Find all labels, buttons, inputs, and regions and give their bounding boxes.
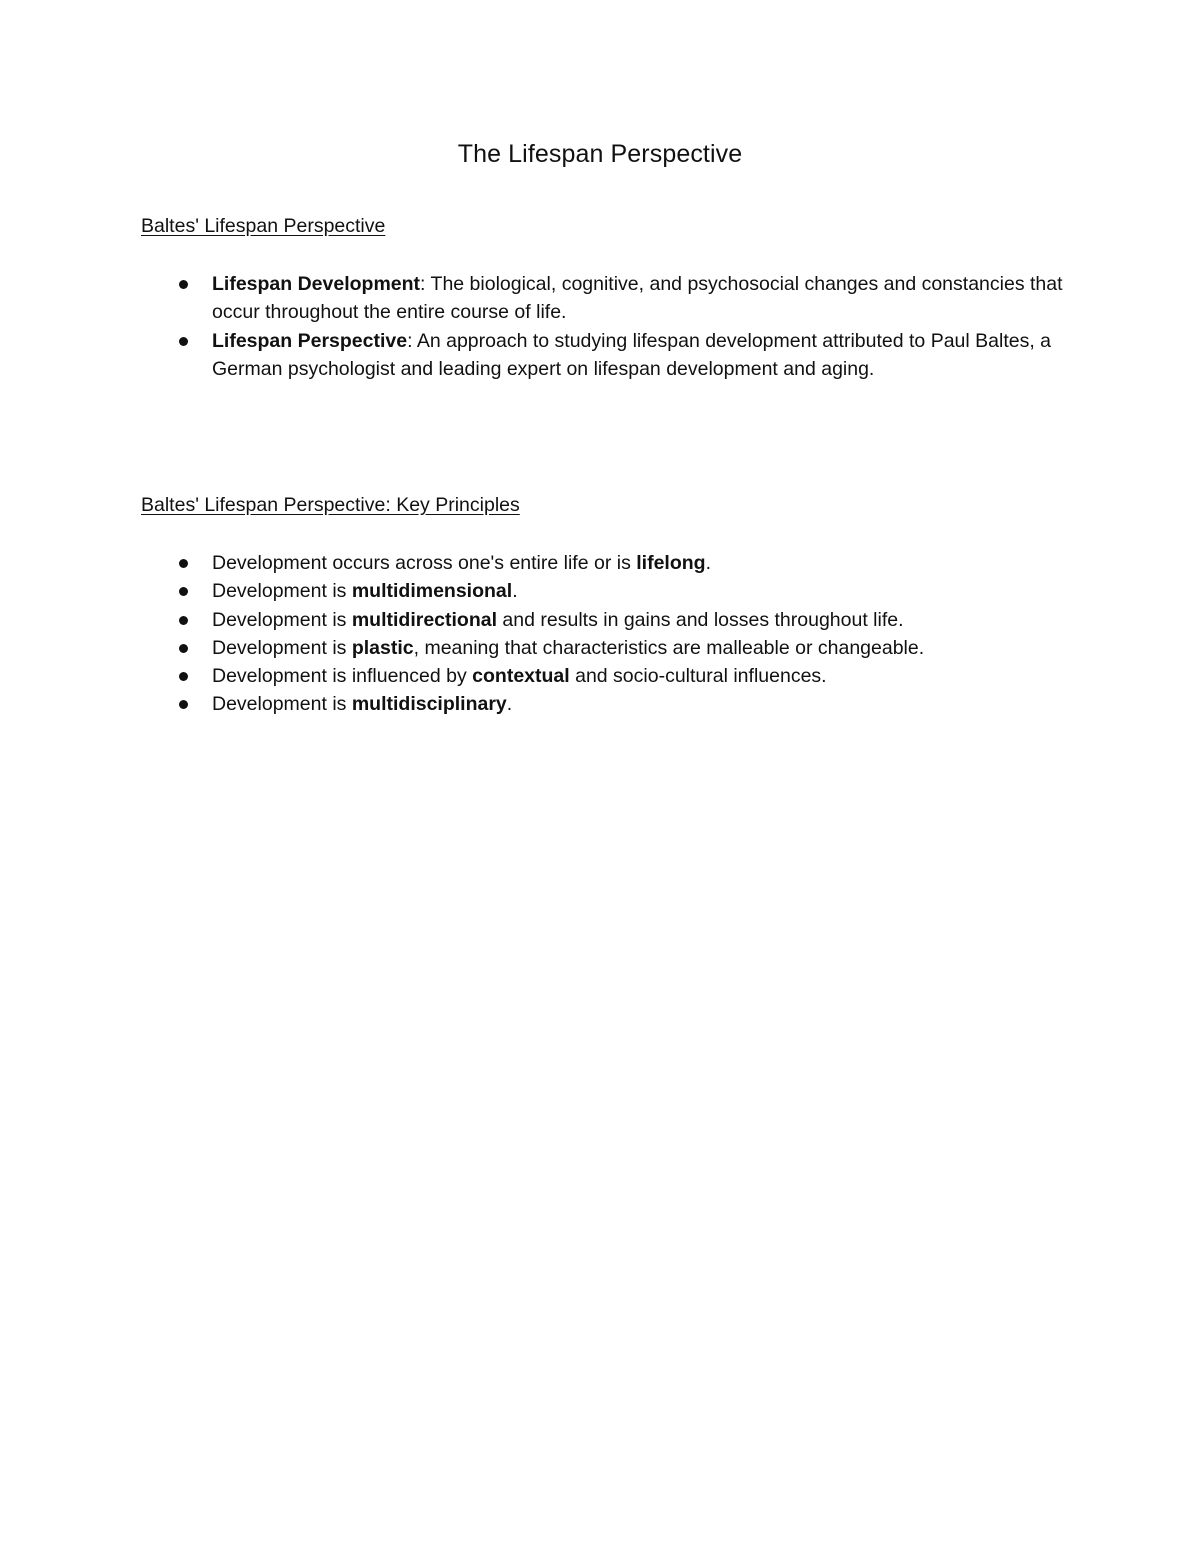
bullet-icon — [179, 644, 188, 653]
item-suffix: , meaning that characteristics are malleable or changeable. — [413, 636, 925, 659]
item-prefix: Development occurs across one's entire life or is — [212, 552, 637, 574]
item-prefix: Development is — [212, 693, 352, 716]
item-suffix: and results in gains and losses throughout life. — [497, 608, 904, 631]
list-item — [176, 270, 1076, 327]
item-suffix: and socio-cultural influences. — [569, 665, 827, 688]
list-item — [176, 549, 1076, 577]
item-suffix: : An approach to studying lifespan development attributed to Paul Baltes, a German psychologist and leading expert on lifespan development and aging. — [212, 329, 1052, 380]
item-suffix: : The biological, cognitive, and psychosocial changes and constancies that occur throughout the entire course of life. — [212, 273, 1063, 324]
item-suffix: . — [506, 693, 513, 716]
item-term: Lifespan Development — [212, 273, 421, 295]
bullet-icon — [179, 700, 188, 709]
principles-list — [176, 549, 1076, 719]
list-item — [176, 606, 1076, 634]
bullet-icon — [179, 337, 188, 346]
item-term: Lifespan Perspective — [212, 329, 408, 352]
item-prefix: Development is — [212, 608, 352, 631]
item-suffix: . — [705, 552, 711, 574]
item-term: contextual — [472, 665, 570, 688]
item-term: multidisciplinary — [351, 693, 507, 716]
item-term: plastic — [351, 636, 414, 659]
item-term: lifelong — [636, 552, 706, 574]
section-heading-key-principles: Baltes' Lifespan Perspective: Key Principles — [141, 494, 520, 516]
list-item — [176, 662, 1076, 690]
list-item — [176, 577, 1076, 605]
bullet-icon — [179, 280, 188, 289]
section-heading-definitions: Baltes' Lifespan Perspective — [141, 215, 386, 237]
list-item — [176, 690, 1076, 718]
list-item — [176, 634, 1076, 662]
item-term: multidimensional — [351, 580, 513, 603]
item-prefix: Development is — [212, 580, 352, 603]
bullet-icon — [179, 616, 188, 625]
item-term: multidirectional — [351, 608, 498, 631]
bullet-icon — [179, 587, 188, 596]
item-prefix: Development is — [212, 636, 352, 659]
item-prefix: Development is influenced by — [212, 665, 473, 688]
definitions-list — [176, 270, 1076, 383]
list-item — [176, 327, 1076, 384]
bullet-icon — [179, 672, 188, 681]
item-suffix: . — [512, 580, 518, 603]
bullet-icon — [179, 559, 188, 568]
page-title: The Lifespan Perspective — [457, 140, 743, 168]
